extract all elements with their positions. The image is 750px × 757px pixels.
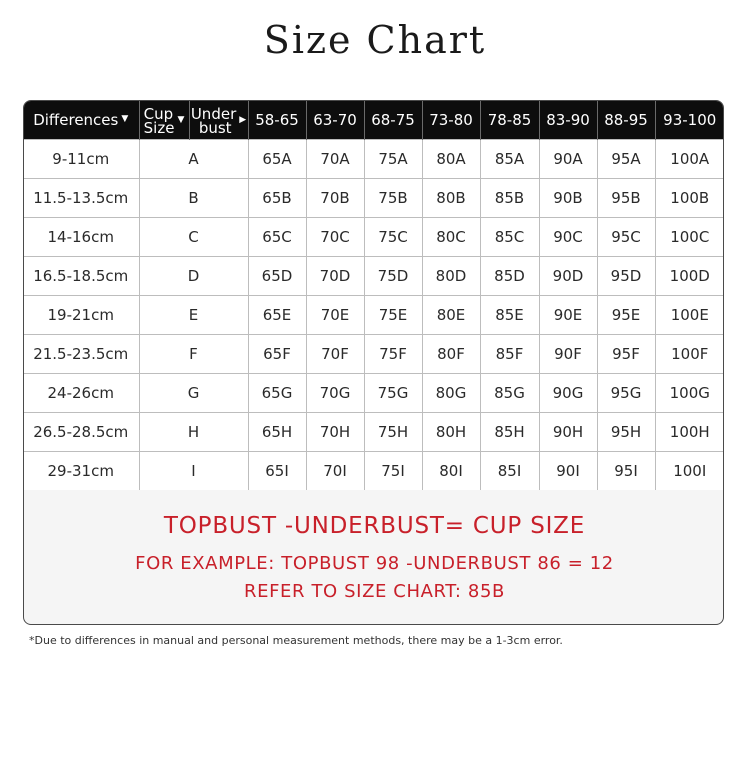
table-row <box>23 374 724 413</box>
size-cell: 70G <box>306 374 364 413</box>
size-cell: 75A <box>364 140 422 179</box>
size-cell: 85F <box>480 335 539 374</box>
size-cell: 70D <box>306 257 364 296</box>
header-underbust-range: 73-80 <box>422 100 480 140</box>
size-table <box>23 100 724 490</box>
header-underbust-range: 83-90 <box>539 100 597 140</box>
size-cell: 85E <box>480 296 539 335</box>
size-cell: 90D <box>539 257 597 296</box>
size-cell: 80G <box>422 374 480 413</box>
header-underbust-range: 63-70 <box>306 100 364 140</box>
size-cell: 85D <box>480 257 539 296</box>
table-row <box>23 179 724 218</box>
size-cell: 90F <box>539 335 597 374</box>
header-underbust-range: 88-95 <box>597 100 655 140</box>
size-cell: 100B <box>655 179 724 218</box>
difference-cell: 19-21cm <box>23 296 139 335</box>
size-cell: 95I <box>597 452 655 491</box>
cup-cell: C <box>139 218 248 257</box>
table-row <box>23 140 724 179</box>
table-row <box>23 335 724 374</box>
size-cell: 80C <box>422 218 480 257</box>
table-header-row <box>23 100 724 140</box>
table-row <box>23 218 724 257</box>
size-cell: 95F <box>597 335 655 374</box>
header-cup-size-line1: Cup <box>143 104 174 123</box>
formula-reference: REFER TO SIZE CHART: 85B <box>244 581 505 602</box>
size-cell: 85A <box>480 140 539 179</box>
size-cell: 85I <box>480 452 539 491</box>
size-cell: 95D <box>597 257 655 296</box>
size-cell: 75D <box>364 257 422 296</box>
size-cell: 85B <box>480 179 539 218</box>
table-body <box>23 140 724 491</box>
size-cell: 80F <box>422 335 480 374</box>
header-cup-size[interactable] <box>139 100 189 140</box>
header-underbust-range: 93-100 <box>655 100 724 140</box>
size-cell: 65I <box>248 452 306 491</box>
size-cell: 70H <box>306 413 364 452</box>
size-cell: 95A <box>597 140 655 179</box>
cup-cell: F <box>139 335 248 374</box>
size-cell: 75I <box>364 452 422 491</box>
size-cell: 95B <box>597 179 655 218</box>
size-cell: 65D <box>248 257 306 296</box>
size-cell: 75E <box>364 296 422 335</box>
size-cell: 95G <box>597 374 655 413</box>
size-cell: 75H <box>364 413 422 452</box>
size-cell: 75C <box>364 218 422 257</box>
difference-cell: 9-11cm <box>23 140 139 179</box>
size-cell: 95E <box>597 296 655 335</box>
size-cell: 90H <box>539 413 597 452</box>
size-cell: 80B <box>422 179 480 218</box>
cup-cell: B <box>139 179 248 218</box>
formula-example: FOR EXAMPLE: TOPBUST 98 -UNDERBUST 86 = 12 <box>135 553 614 574</box>
header-underbust-line2: bust <box>198 118 232 137</box>
size-cell: 95H <box>597 413 655 452</box>
size-cell: 85G <box>480 374 539 413</box>
size-cell: 100F <box>655 335 724 374</box>
table-row <box>23 452 724 491</box>
size-cell: 100C <box>655 218 724 257</box>
size-cell: 70B <box>306 179 364 218</box>
size-cell: 75F <box>364 335 422 374</box>
header-underbust-line1: Under <box>190 104 237 123</box>
header-differences-label: Differences <box>33 110 119 129</box>
size-cell: 75B <box>364 179 422 218</box>
size-cell: 65A <box>248 140 306 179</box>
difference-cell: 29-31cm <box>23 452 139 491</box>
size-cell: 100G <box>655 374 724 413</box>
page-title: Size Chart <box>263 18 487 62</box>
size-cell: 100D <box>655 257 724 296</box>
cup-size-formula: TOPBUST -UNDERBUST= CUP SIZE <box>163 513 586 539</box>
size-cell: 80H <box>422 413 480 452</box>
caret-down-icon: ▼ <box>121 114 129 124</box>
difference-cell: 26.5-28.5cm <box>23 413 139 452</box>
size-cell: 70I <box>306 452 364 491</box>
caret-right-icon: ▶ <box>239 115 247 125</box>
caret-down-icon: ▼ <box>177 115 185 125</box>
size-cell: 80A <box>422 140 480 179</box>
difference-cell: 11.5-13.5cm <box>23 179 139 218</box>
cup-cell: H <box>139 413 248 452</box>
size-cell: 90E <box>539 296 597 335</box>
size-cell: 65B <box>248 179 306 218</box>
size-cell: 80I <box>422 452 480 491</box>
header-underbust-range: 58-65 <box>248 100 306 140</box>
size-cell: 70F <box>306 335 364 374</box>
size-cell: 65F <box>248 335 306 374</box>
difference-cell: 14-16cm <box>23 218 139 257</box>
size-cell: 80E <box>422 296 480 335</box>
size-cell: 100A <box>655 140 724 179</box>
cup-cell: G <box>139 374 248 413</box>
header-differences[interactable] <box>23 100 139 140</box>
size-cell: 65H <box>248 413 306 452</box>
difference-cell: 24-26cm <box>23 374 139 413</box>
header-underbust[interactable] <box>189 100 248 140</box>
size-cell: 70E <box>306 296 364 335</box>
header-cup-size-line2: Size <box>143 118 175 137</box>
size-cell: 90B <box>539 179 597 218</box>
cup-cell: A <box>139 140 248 179</box>
cup-cell: I <box>139 452 248 491</box>
size-chart-card <box>23 100 724 625</box>
table-row <box>23 257 724 296</box>
difference-cell: 21.5-23.5cm <box>23 335 139 374</box>
size-cell: 90G <box>539 374 597 413</box>
size-cell: 100H <box>655 413 724 452</box>
header-underbust-range: 68-75 <box>364 100 422 140</box>
difference-cell: 16.5-18.5cm <box>23 257 139 296</box>
size-cell: 80D <box>422 257 480 296</box>
size-cell: 90A <box>539 140 597 179</box>
header-underbust-range: 78-85 <box>480 100 539 140</box>
size-cell: 85H <box>480 413 539 452</box>
table-row <box>23 413 724 452</box>
size-cell: 85C <box>480 218 539 257</box>
size-cell: 70A <box>306 140 364 179</box>
size-cell: 90I <box>539 452 597 491</box>
cup-cell: E <box>139 296 248 335</box>
table-row <box>23 296 724 335</box>
size-cell: 65C <box>248 218 306 257</box>
cup-cell: D <box>139 257 248 296</box>
measurement-footnote: *Due to differences in manual and personal measurement methods, there may be a 1-3cm error. <box>29 634 563 647</box>
size-cell: 90C <box>539 218 597 257</box>
size-cell: 75G <box>364 374 422 413</box>
size-cell: 95C <box>597 218 655 257</box>
size-cell: 65G <box>248 374 306 413</box>
size-cell: 70C <box>306 218 364 257</box>
size-cell: 100E <box>655 296 724 335</box>
size-cell: 65E <box>248 296 306 335</box>
size-cell: 100I <box>655 452 724 491</box>
